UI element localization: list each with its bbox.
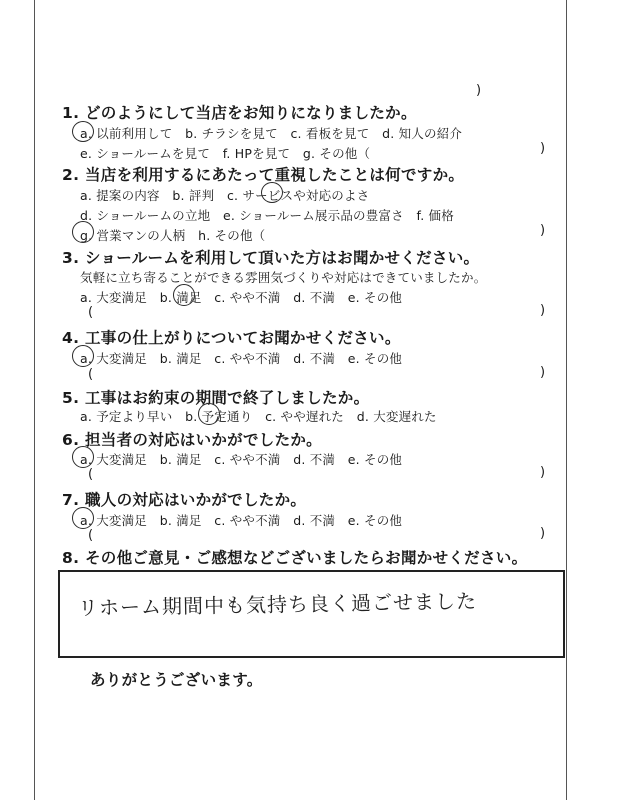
question-2-options-line-2: d. ショールームの立地 e. ショールーム展示品の豊富さ f. 価格	[80, 208, 454, 223]
question-5-options: a. 予定より早い b. 予定通り c. やや遅れた d. 大変遅れた	[80, 409, 437, 424]
answer-circle-q4-a	[72, 345, 94, 367]
question-4-options: a. 大変満足 b. 満足 c. やや不満 d. 不満 e. その他	[80, 351, 403, 366]
question-1-options-line-2: e. ショールームを見て f. HPを見て g. その他（	[80, 146, 371, 161]
question-6-paren-open: (	[88, 467, 94, 482]
question-3-options: a. 大変満足 b. 満足 c. やや不満 d. 不満 e. その他	[80, 290, 403, 305]
question-1-heading: 1. どのようにして当店をお知りになりましたか。	[62, 104, 417, 122]
question-3-paren-open: (	[88, 305, 94, 320]
question-7-heading: 7. 職人の対応はいかがでしたか。	[62, 491, 307, 509]
question-6-heading: 6. 担当者の対応はいかがでしたか。	[62, 431, 322, 449]
page-left-edge	[34, 0, 35, 800]
question-1-paren-close: )	[540, 141, 546, 156]
closing-text: ありがとうございます。	[90, 671, 263, 689]
question-2-options-line-1: a. 提案の内容 b. 評判 c. サービスや対応のよさ	[80, 188, 370, 203]
question-4-paren-open: (	[88, 367, 94, 382]
question-3-paren-close: )	[540, 303, 546, 318]
question-6-paren-close: )	[540, 465, 546, 480]
question-6-options: a. 大変満足 b. 満足 c. やや不満 d. 不満 e. その他	[80, 452, 403, 467]
answer-circle-q3-b	[173, 284, 195, 306]
question-2-heading: 2. 当店を利用するにあたって重視したことは何ですか。	[62, 166, 465, 184]
question-3-heading: 3. ショールームを利用して頂いた方はお聞かせください。	[62, 249, 480, 267]
question-4-paren-close: )	[540, 365, 546, 380]
top-paren: )	[476, 83, 482, 98]
handwritten-comment: リホーム期間中も気持ち良く過ごせました	[77, 589, 478, 620]
question-4-heading: 4. 工事の仕上がりについてお聞かせください。	[62, 329, 401, 347]
answer-circle-q5-b	[198, 403, 220, 425]
answer-circle-q6-a	[72, 446, 94, 468]
question-7-options: a. 大変満足 b. 満足 c. やや不満 d. 不満 e. その他	[80, 513, 403, 528]
question-7-paren-open: (	[88, 528, 94, 543]
page-right-edge	[566, 0, 567, 800]
question-8-heading: 8. その他ご意見・ご感想などございましたらお聞かせください。	[62, 549, 528, 567]
question-1-options-line-1: a. 以前利用して b. チラシを見て c. 看板を見て d. 知人の紹介	[80, 126, 463, 141]
answer-circle-q2-g	[72, 221, 94, 243]
question-7-paren-close: )	[540, 526, 546, 541]
question-5-heading: 5. 工事はお約束の期間で終了しましたか。	[62, 389, 370, 407]
answer-circle-q1-a	[72, 121, 94, 142]
answer-circle-q2-c	[261, 182, 283, 203]
answer-circle-q7-a	[72, 507, 94, 529]
question-2-paren-close: )	[540, 223, 546, 238]
question-2-options-line-3: g. 営業マンの人柄 h. その他（	[80, 228, 266, 243]
question-3-note: 気軽に立ち寄ることができる雰囲気づくりや対応はできていましたか。	[80, 270, 487, 285]
